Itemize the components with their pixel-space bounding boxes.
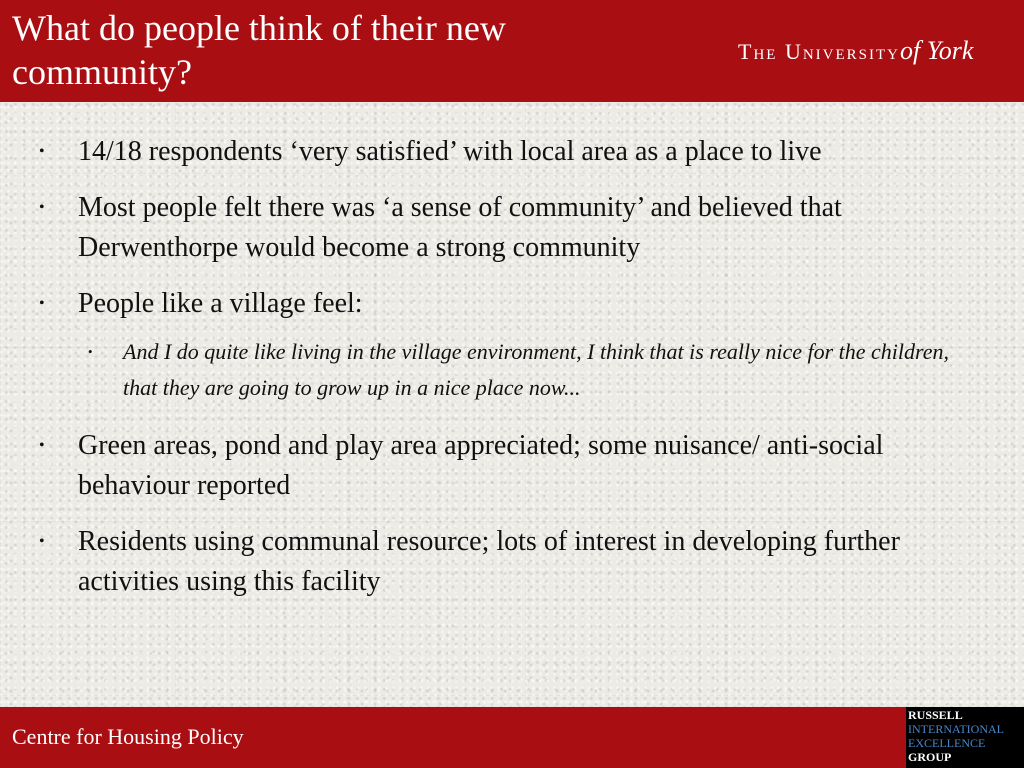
russell-line-4: GROUP — [908, 750, 952, 764]
bullet-icon: • — [39, 143, 45, 160]
bullet-item — [0, 188, 908, 268]
russell-line-1: RUSSELL — [908, 708, 963, 722]
footer-bar — [0, 707, 1024, 768]
university-of-york-logo — [738, 36, 973, 66]
quote-item — [0, 334, 973, 406]
quote-text: And I do quite like living in the village environment, I think that is really nice for the children, that they are going to grow up in a nice place now... — [123, 339, 950, 400]
bullet-text: 14/18 respondents ‘very satisfied’ with local area as a place to live — [78, 136, 822, 167]
brand-of-york: of York — [900, 36, 974, 65]
bullet-icon: • — [39, 199, 45, 216]
bullet-item — [0, 426, 908, 506]
slide-body — [0, 132, 1024, 618]
brand-university: University — [784, 39, 900, 64]
brand-the: The — [738, 39, 778, 64]
slide-title: What do people think of their new community? — [12, 8, 506, 92]
bullet-text: Green areas, pond and play area appreciated; some nuisance/ anti-social behaviour reported — [78, 430, 884, 501]
header-bar — [0, 0, 1024, 102]
russell-line-2: INTERNATIONAL — [908, 722, 1004, 736]
bullet-item — [0, 132, 908, 172]
bullet-icon: • — [39, 533, 45, 550]
bullet-text: Most people felt there was ‘a sense of community’ and believed that Derwenthorpe would become a strong community — [78, 192, 842, 263]
footer-label: Centre for Housing Policy — [12, 724, 244, 749]
bullet-icon: • — [39, 295, 45, 312]
bullet-text: Residents using communal resource; lots of interest in developing further activities using this facility — [78, 526, 900, 597]
bullet-item — [0, 522, 908, 602]
sub-bullet-icon: • — [88, 344, 93, 359]
bullet-item — [0, 284, 908, 324]
bullet-text: People like a village feel: — [78, 288, 363, 319]
russell-line-3: EXCELLENCE — [908, 736, 986, 750]
bullet-icon: • — [39, 437, 45, 454]
russell-group-logo — [906, 707, 1024, 768]
